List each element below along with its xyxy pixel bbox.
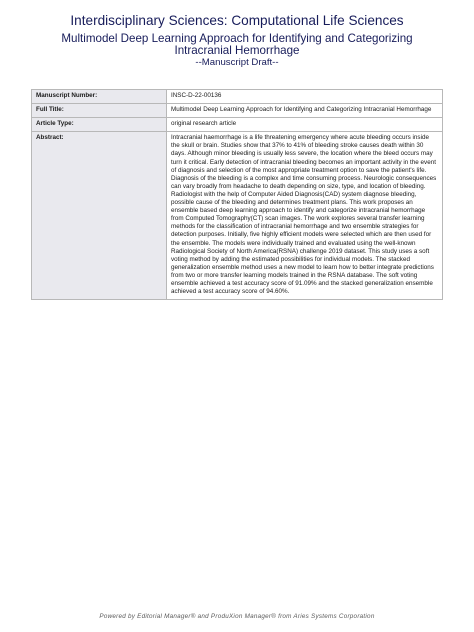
row-label: Article Type: [32, 118, 167, 132]
document-header [0, 0, 474, 68]
row-label: Full Title: [32, 104, 167, 118]
manuscript-details-table [31, 89, 443, 300]
paper-title: Multimodel Deep Learning Approach for Identifying and Categorizing Intracranial Hemorrhage [61, 32, 413, 57]
table-row [32, 118, 443, 132]
manuscript-number: INSC-D-22-00136 [167, 90, 443, 104]
footer-credit: Powered by Editorial Manager® and ProduXion Manager® from Aries Systems Corporation [99, 613, 375, 620]
row-label: Manuscript Number: [32, 90, 167, 104]
table-row [32, 90, 443, 104]
table-row [32, 104, 443, 118]
abstract-text: Intracranial haemorrhage is a life threatening emergency where acute bleeding occurs inside the skull or brain. Studies show that 37% to 41% of bleeding stroke causes death within 30 days. Although minor bleeding is usually less severe, the location where the bleed occurs may turn it critical. Early detection of intracranial bleeding becomes an important activity in the event of diagnosis and selection of the most appropriate treatment option to save the patient's life. Diagnosis of the bleeding is a complex and time consuming process. Neurologic consequences can vary broadly from headache to death depending on size, type, and location of bleeding. Radiologist with the help of Computer Aided Diagnosis(CAD) system diagnose bleeding, possible cause of the bleeding and determines treatment plans. This work proposes an ensemble based deep learning approach to identify and categorize intracranial hemorrhage from Computed Tomography(CT) scan images. The work explores several transfer learning methods for the classification of intracranial hemorrhage and two ensemble strategies for detection purposes. Initially, five highly efficient models were selected which are then used for the ensemble. The models were individually trained and evaluated using the well-known Radiological Society of North America(RSNA) challenge 2019 dataset. This study uses a soft voting method by adding the estimated possibilities for individual models. The stacked generalization ensemble method uses a new model to learn how to better integrate predictions from two or more transfer learning models trained in the RSNA database. The soft voting ensemble achieved a test accuracy score of 91.09% and the stacked generalization ensemble achieved a test accuracy score of 94.60%. [167, 132, 443, 300]
table-row [32, 132, 443, 300]
row-label: Abstract: [32, 132, 167, 300]
journal-title: Interdisciplinary Sciences: Computational Life Sciences [70, 13, 404, 28]
full-title: Multimodel Deep Learning Approach for Identifying and Categorizing Intracranial Hemorrhage [167, 104, 443, 118]
draft-label: --Manuscript Draft-- [195, 57, 279, 68]
article-type: original research article [167, 118, 443, 132]
